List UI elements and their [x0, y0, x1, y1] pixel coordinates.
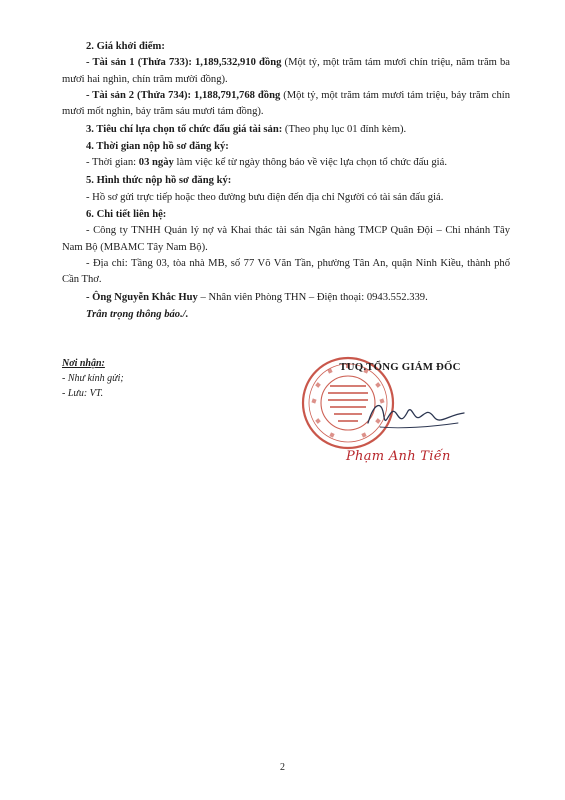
recipient-item: - Lưu: VT.: [62, 388, 104, 399]
section-6-company: - Công ty TNHH Quản lý nợ và Khai thác tài sản Ngân hàng TMCP Quân Đội – Chi nhánh Tây Nam Bộ (MBAMC Tây Nam Bộ).: [62, 225, 510, 253]
asset-1-paragraph: [62, 55, 510, 88]
page-number: 2: [280, 762, 285, 773]
document-body: [62, 38, 510, 323]
section-6-address: - Địa chỉ: Tầng 03, tòa nhà MB, số 77 Võ Văn Tần, phường Tân An, quận Ninh Kiều, thành phố Cần Thơ.: [62, 258, 510, 286]
section-3-paragraph: [62, 121, 510, 138]
section-4-paragraph: - Thời gian: 03 ngày làm việc kể từ ngày thông báo về việc lựa chọn tổ chức đấu giá.: [86, 157, 447, 169]
section-4-heading: 4. Thời gian nộp hồ sơ đăng ký:: [86, 141, 229, 153]
section-6-heading: 6. Chi tiết liên hệ:: [86, 209, 167, 221]
section-3-text: (Theo phụ lục 01 đính kèm).: [282, 123, 407, 135]
closing-line: Trân trọng thông báo./.: [86, 309, 189, 321]
section-6-contact: - Ông Nguyễn Khắc Huy – Nhân viên Phòng THN – Điện thoại: 0943.552.339.: [86, 291, 428, 303]
section-5-paragraph: - Hồ sơ gửi trực tiếp hoặc theo đường bưu điện đến địa chỉ Người có tài sản đấu giá.: [86, 191, 444, 203]
signature-block: [300, 355, 500, 485]
section-3-heading: 3. Tiêu chí lựa chọn tổ chức đấu giá tài sản:: [86, 123, 283, 135]
section-5-heading: 5. Hình thức nộp hồ sơ đăng ký:: [86, 174, 232, 186]
recipient-item: - Như kính gửi;: [62, 373, 124, 384]
section-2-heading: 2. Giá khởi điểm:: [86, 41, 165, 52]
signature-title: TUQ.TỔNG GIÁM ĐỐC: [339, 361, 461, 373]
asset-1-label: - Tài sản 1 (Thửa 733): 1,189,532,910 đồng: [86, 57, 282, 69]
asset-2-label: - Tài sản 2 (Thửa 734): 1,188,791,768 đồng: [86, 90, 281, 102]
recipients-heading: Nơi nhận:: [62, 358, 105, 369]
asset-2-text: (Một tỷ, một trăm tám mươi tám triệu, bảy trăm chín mươi mốt nghìn, bảy trăm sáu mươi tám đồng).: [62, 90, 510, 118]
asset-2-paragraph: [62, 88, 510, 121]
handwritten-signature-icon: [360, 383, 470, 443]
asset-1-text: (Một tỷ, một trăm tám mươi chín triệu, năm trăm ba mươi hai nghìn, chín trăm mười đồng).: [62, 57, 510, 85]
signatory-name: Phạm Anh Tiến: [346, 449, 451, 464]
recipients-block: [62, 356, 262, 401]
